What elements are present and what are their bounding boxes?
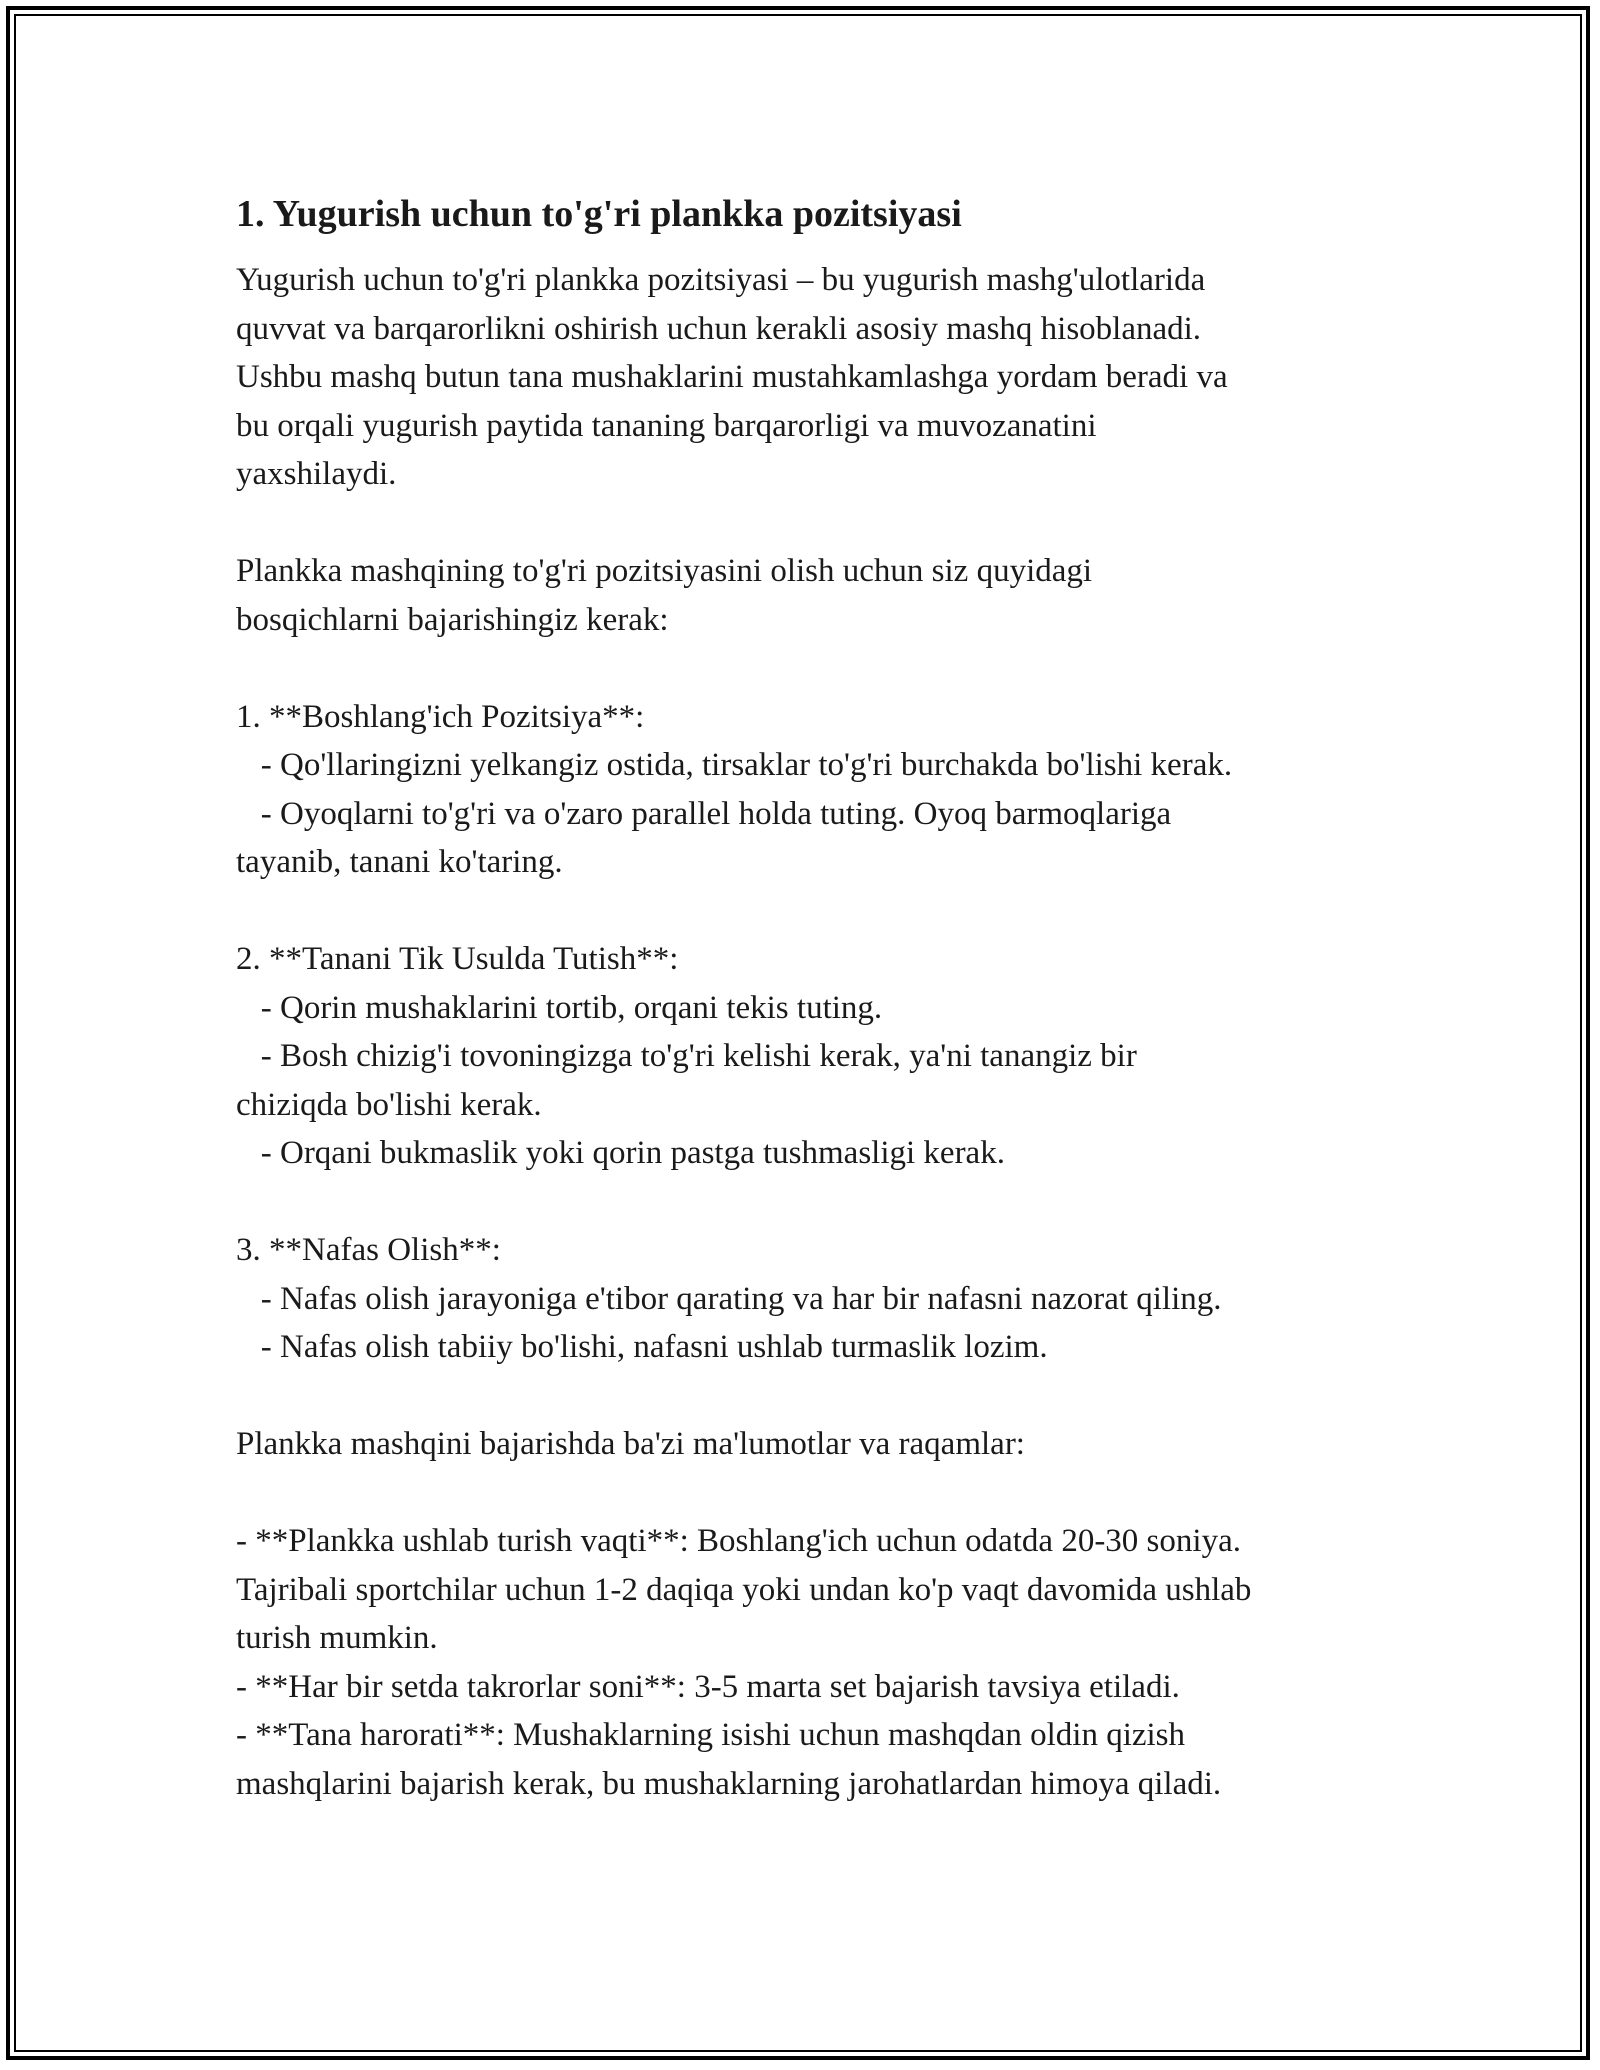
document-title: 1. Yugurish uchun to'g'ri plankka pozitsiyasi [236, 193, 962, 235]
document-content [236, 188, 1396, 1808]
document-body: Yugurish uchun to'g'ri plankka pozitsiyasi – bu yugurish mashg'ulotlarida quvvat va barqarorlikni oshirish uchun kerakli asosiy mashq hisoblanadi. Ushbu mashq butun tana mushaklarini mustahkamlashga yordam beradi va bu orqali yugurish paytida tananing barqarorligi va muvozanatini yaxshilaydi. Plankka mashqining to'g'ri pozitsiyasini olish uchun siz quyidagi bosqichlarni bajarishingiz kerak: 1. **Boshlang'ich Pozitsiya**: - Qo'llaringizni yelkangiz ostida, tirsaklar to'g'ri burchakda bo'lishi kerak. - Oyoqlarni to'g'ri va o'zaro parallel holda tuting. Oyoq barmoqlariga tayanib, tanani ko'taring. 2. **Tanani Tik Usulda Tutish**: - Qorin mushaklarini tortib, orqani tekis tuting. - Bosh chizig'i tovoningizga to'g'ri kelishi kerak, ya'ni tanangiz bir chiziqda bo'lishi kerak. - Orqani bukmaslik yoki qorin pastga tushmasligi kerak. 3. **Nafas Olish**: - Nafas olish jarayoniga e'tibor qarating va har bir nafasni nazorat qiling. - Nafas olish tabiiy bo'lishi, nafasni ushlab turmaslik lozim. Plankka mashqini bajarishda ba'zi ma'lumotlar va raqamlar: - **Plankka ushlab turish vaqti**: Boshlang'ich uchun odatda 20-30 soniya. Tajribali sportchilar uchun 1-2 daqiqa yoki undan ko'p vaqt davomida ushlab turish mumkin. - **Har bir setda takrorlar soni**: 3-5 marta set bajarish tavsiya etiladi. - **Tana harorati**: Mushaklarning isishi uchun mashqdan oldin qizish mashqlarini bajarish kerak, bu mushaklarning jarohatlardan himoya qiladi. [236, 262, 1252, 1802]
